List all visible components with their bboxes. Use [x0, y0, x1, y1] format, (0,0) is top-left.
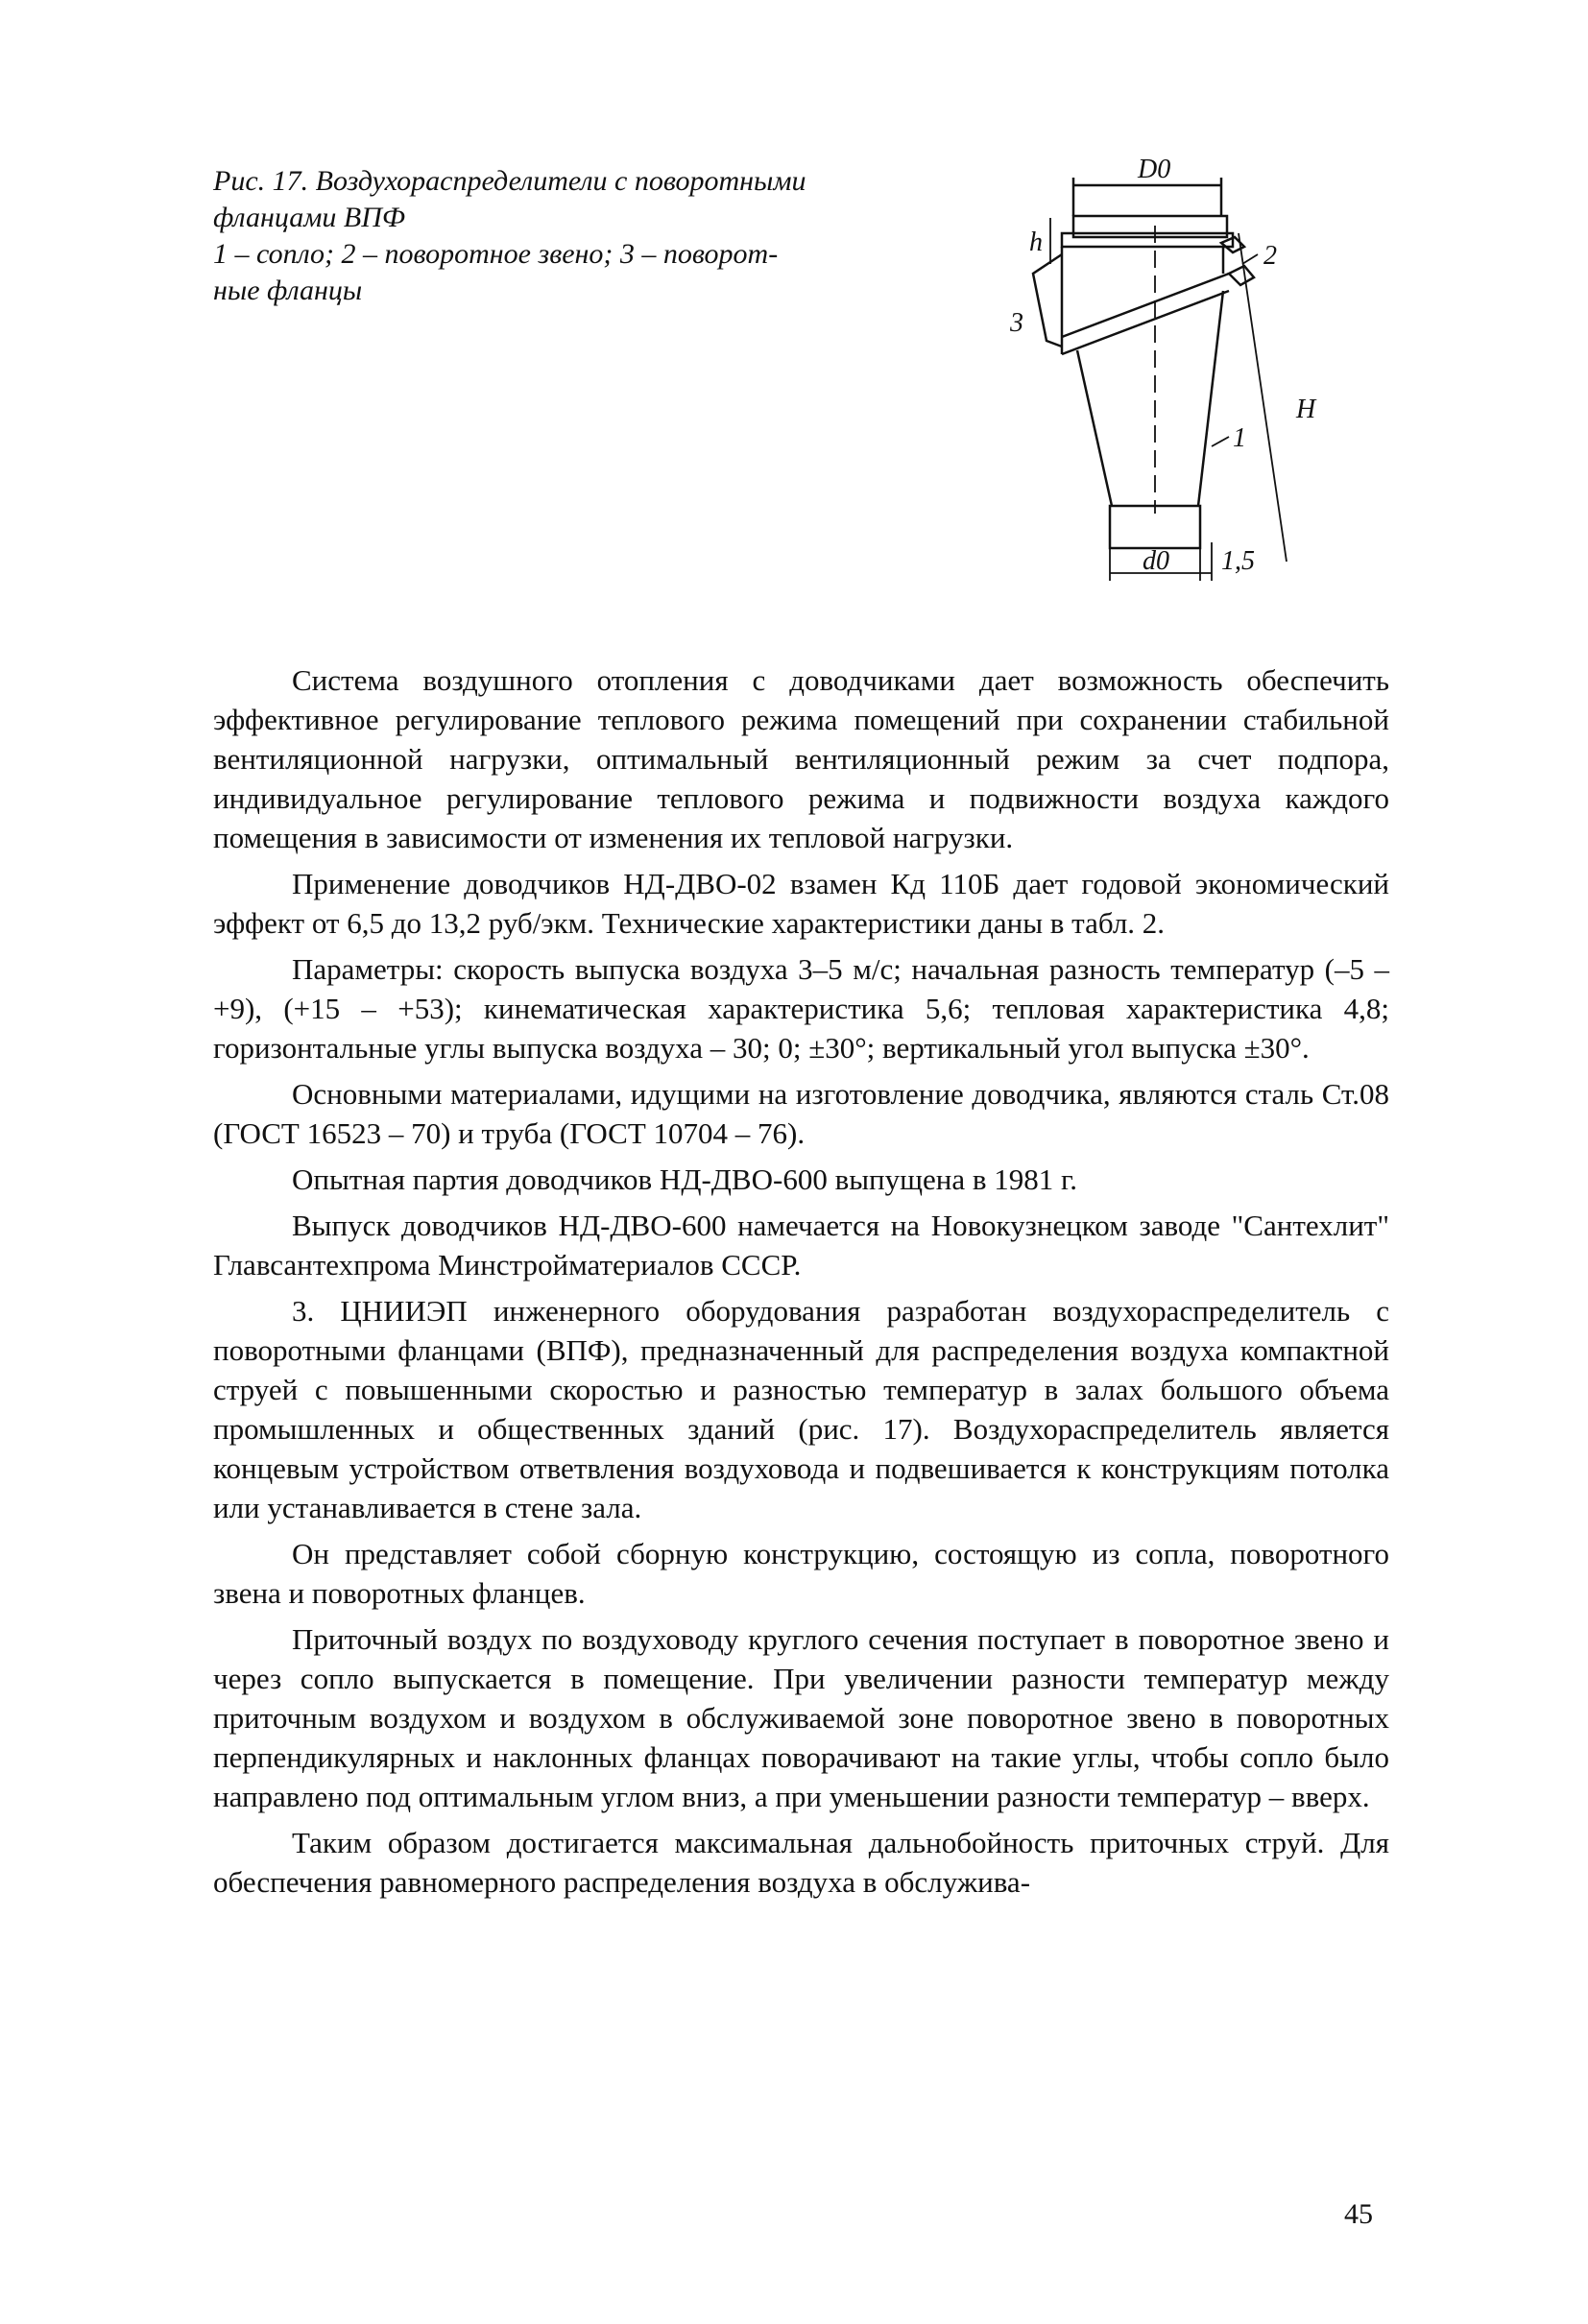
inclined-flange-bottom: [1062, 291, 1229, 354]
nozzle-right-wall: [1198, 291, 1223, 506]
air-distributor-drawing: [970, 158, 1373, 610]
caption-line: Рис. 17. Воздухораспределители с поворотными: [213, 165, 806, 197]
label-d0-bottom: d0: [1143, 546, 1169, 576]
paragraph: Опытная партия доводчиков НД-ДВО-600 выпущена в 1981 г.: [292, 1162, 1077, 1196]
caption-line: фланцами ВПФ: [213, 202, 406, 233]
leader-2: [1242, 254, 1258, 264]
figure-caption: [213, 163, 981, 309]
label-h: h: [1029, 228, 1043, 257]
paragraph: Приточный воздух по воздуховоду круглого сечения поступает в поворотное звено и через сопло выпускается в помещение. При увеличении разности температур между приточным воздухом и воздухом в обслуживаемой зоне поворотное звено в поворотных перпендикулярных и наклонных фланцах поворачивают на такие углы, чтобы сопло было направлено под оптимальным углом вниз, а при уменьшении разности температур – вверх.: [213, 1622, 1389, 1813]
body-text: [213, 660, 1389, 1908]
leader-1: [1212, 437, 1229, 446]
label-2: 2: [1263, 241, 1277, 271]
label-gap: 1,5: [1221, 546, 1255, 576]
paragraph: Параметры: скорость выпуска воздуха 3–5 м/с; начальная разность температур (–5 – +9), (+15 – +53); кинематическая характеристика 5,6; тепловая характеристика 4,8; горизонтальные углы выпуска воздуха – 30; 0; ±30°; вертикальный угол выпуска ±30°.: [213, 952, 1389, 1065]
page-number: 45: [1344, 2198, 1373, 2230]
label-1: 1: [1233, 423, 1246, 453]
label-d0-top: D0: [1138, 158, 1171, 184]
top-flange: [1062, 233, 1233, 247]
rotary-flange-bracket: [1033, 254, 1062, 347]
paragraph: Он представляет собой сборную конструкцию, состоящую из сопла, поворотного звена и поворотных фланцев.: [213, 1537, 1389, 1610]
label-3: 3: [1010, 308, 1023, 338]
technical-drawing: [970, 158, 1373, 610]
paragraph: Применение доводчиков НД-ДВО-02 взамен Кд 110Б дает годовой экономический эффект от 6,5 до 13,2 руб/экм. Технические характеристики даны в табл. 2.: [213, 867, 1389, 940]
inclined-flange-top: [1062, 274, 1229, 337]
nozzle-left-wall: [1077, 350, 1112, 506]
paragraph: 3. ЦНИИЭП инженерного оборудования разработан воздухораспределитель с поворотными фланцами (ВПФ), предназначенный для распределения воздуха компактной струей с повышенными скоростью и разностью температур в залах большого объема промышленных и общественных зданий (рис. 17). Воздухораспределитель является концевым устройством ответвления воздуховода и подвешивается к конструкциям потолка или устанавливается в стене зала.: [213, 1294, 1389, 1524]
caption-line: ные фланцы: [213, 275, 363, 306]
paragraph: Основными материалами, идущими на изготовление доводчика, являются сталь Ст.08 (ГОСТ 16523 – 70) и труба (ГОСТ 10704 – 76).: [213, 1077, 1389, 1150]
paragraph: Таким образом достигается максимальная дальнобойность приточных струй. Для обеспечения равномерного распределения воздуха в обслужива-: [213, 1826, 1389, 1899]
flange-detail: [1221, 237, 1254, 285]
paragraph: Выпуск доводчиков НД-ДВО-600 намечается на Новокузнецком заводе "Сантехлит" Главсантехпрома Минстройматериалов СССР.: [213, 1209, 1389, 1282]
label-big-h: H: [1296, 395, 1316, 424]
h-dimension-line: [1239, 233, 1287, 562]
caption-line: 1 – сопло; 2 – поворотное звено; 3 – поворот-: [213, 238, 779, 270]
paragraph: Система воздушного отопления с доводчиками дает возможность обеспечить эффективное регулирование теплового режима помещений при сохранении стабильной вентиляционной нагрузки, оптимальный вентиляционный режим за счет подпора, индивидуальное регулирование теплового режима и подвижности воздуха каждого помещения в зависимости от изменения их тепловой нагрузки.: [213, 663, 1389, 854]
